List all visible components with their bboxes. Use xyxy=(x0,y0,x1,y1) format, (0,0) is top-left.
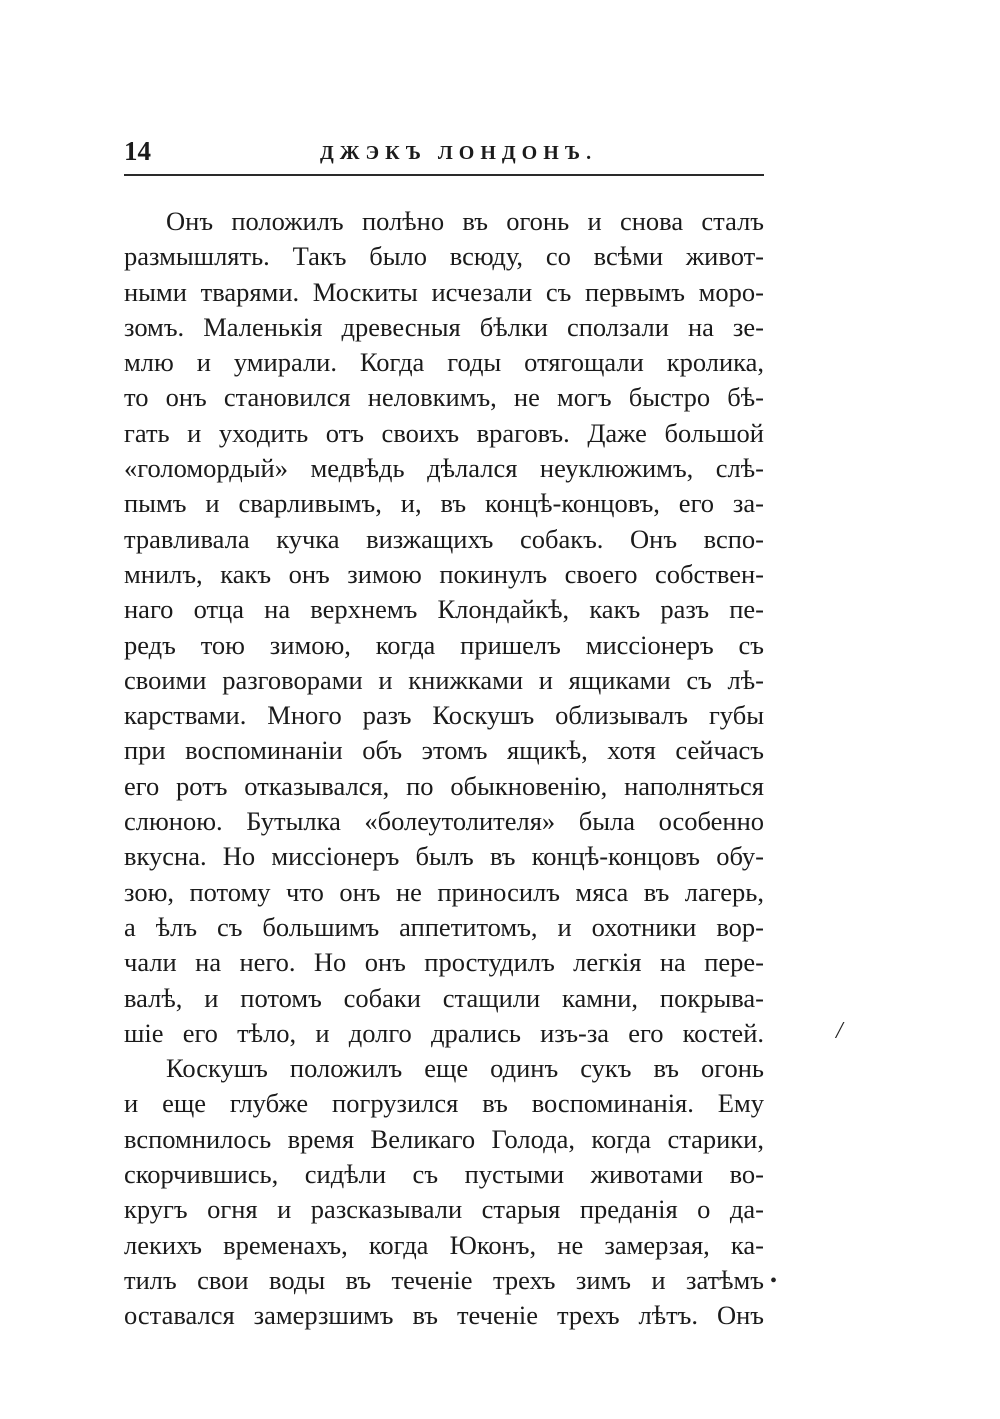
text-line: гать и уходить отъ своихъ враговъ. Даже большой xyxy=(124,417,764,448)
text-line: то онъ становился неловкимъ, не могъ быстро бѣ- xyxy=(124,382,764,413)
text-line: зою, потому что онъ не приносилъ мяса въ лагерь, xyxy=(124,876,764,907)
text-line: оставался замерзшимъ въ теченіе трехъ лѣтъ. Онъ xyxy=(124,1300,764,1331)
text-line: ными тварями. Москиты исчезали съ первымъ моро- xyxy=(124,276,764,307)
margin-mark: / xyxy=(836,1018,843,1044)
text-line: редъ тою зимою, когда пришелъ миссіонеръ съ xyxy=(124,629,764,660)
text-line: мнилъ, какъ онъ зимою покинулъ своего собствен- xyxy=(124,558,764,589)
text-line: наго отца на верхнемъ Клондайкѣ, какъ разъ пе- xyxy=(124,594,764,625)
text-line: размышлять. Такъ было всюду, со всѣми живот- xyxy=(124,241,764,272)
text-line: его ротъ отказывался, по обыкновенію, наполняться xyxy=(124,770,764,801)
text-line: чали на него. Но онъ простудилъ легкія на пере- xyxy=(124,947,764,978)
margin-mark: • xyxy=(770,1270,778,1292)
text-line: Онъ положилъ полѣно въ огонь и снова сталъ xyxy=(166,206,764,236)
text-line: зомъ. Маленькія древесныя бѣлки сползали на зе- xyxy=(124,311,764,342)
text-line: и еще глубже погрузился въ воспоминанія. Ему xyxy=(124,1088,764,1119)
text-line: своими разговорами и книжками и ящиками съ лѣ- xyxy=(124,664,764,695)
text-line: травливала кучка визжащихъ собакъ. Онъ вспо- xyxy=(124,523,764,554)
text-line: слюною. Бутылка «болеутолителя» была особенно xyxy=(124,806,764,837)
page-number: 14 xyxy=(124,136,151,166)
text-line: лекихъ временахъ, когда Юконъ, не замерзая, ка- xyxy=(124,1229,764,1260)
text-line: карствами. Много разъ Коскушъ облизывалъ губы xyxy=(124,700,764,731)
text-line: млю и умирали. Когда годы отягощали кролика, xyxy=(124,347,764,378)
header-rule xyxy=(124,174,764,176)
running-title: ДЖЭКЪ ЛОНДОНЪ. xyxy=(320,142,598,164)
text-line: валѣ, и потомъ собаки стащили камни, покрыва- xyxy=(124,982,764,1013)
text-line: «голомордый» медвѣдь дѣлался неуклюжимъ, слѣ- xyxy=(124,453,764,484)
text-line: скорчившись, сидѣли съ пустыми животами во- xyxy=(124,1159,764,1190)
page-header xyxy=(124,136,764,174)
text-line: пымъ и сварливымъ, и, въ концѣ-концовъ, его за- xyxy=(124,488,764,519)
text-line: вкусна. Но миссіонеръ былъ въ концѣ-концовъ обу- xyxy=(124,841,764,872)
body-text xyxy=(124,204,764,1334)
text-line: кругъ огня и разсказывали старыя преданія о да- xyxy=(124,1194,764,1225)
paragraph xyxy=(124,204,764,1051)
text-line: тилъ свои воды въ теченіе трехъ зимъ и затѣмъ xyxy=(124,1264,764,1295)
text-line: при воспоминаніи объ этомъ ящикѣ, хотя сейчасъ xyxy=(124,735,764,766)
text-line: Коскушъ положилъ еще одинъ сукъ въ огонь xyxy=(166,1053,764,1084)
text-line: а ѣлъ съ большимъ аппетитомъ, и охотники вор- xyxy=(124,911,764,942)
text-line: вспомнилось время Великаго Голода, когда старики, xyxy=(124,1123,764,1154)
text-line: шіе его тѣло, и долго дрались изъ-за его костей. xyxy=(124,1017,764,1048)
paragraph xyxy=(124,1051,764,1333)
